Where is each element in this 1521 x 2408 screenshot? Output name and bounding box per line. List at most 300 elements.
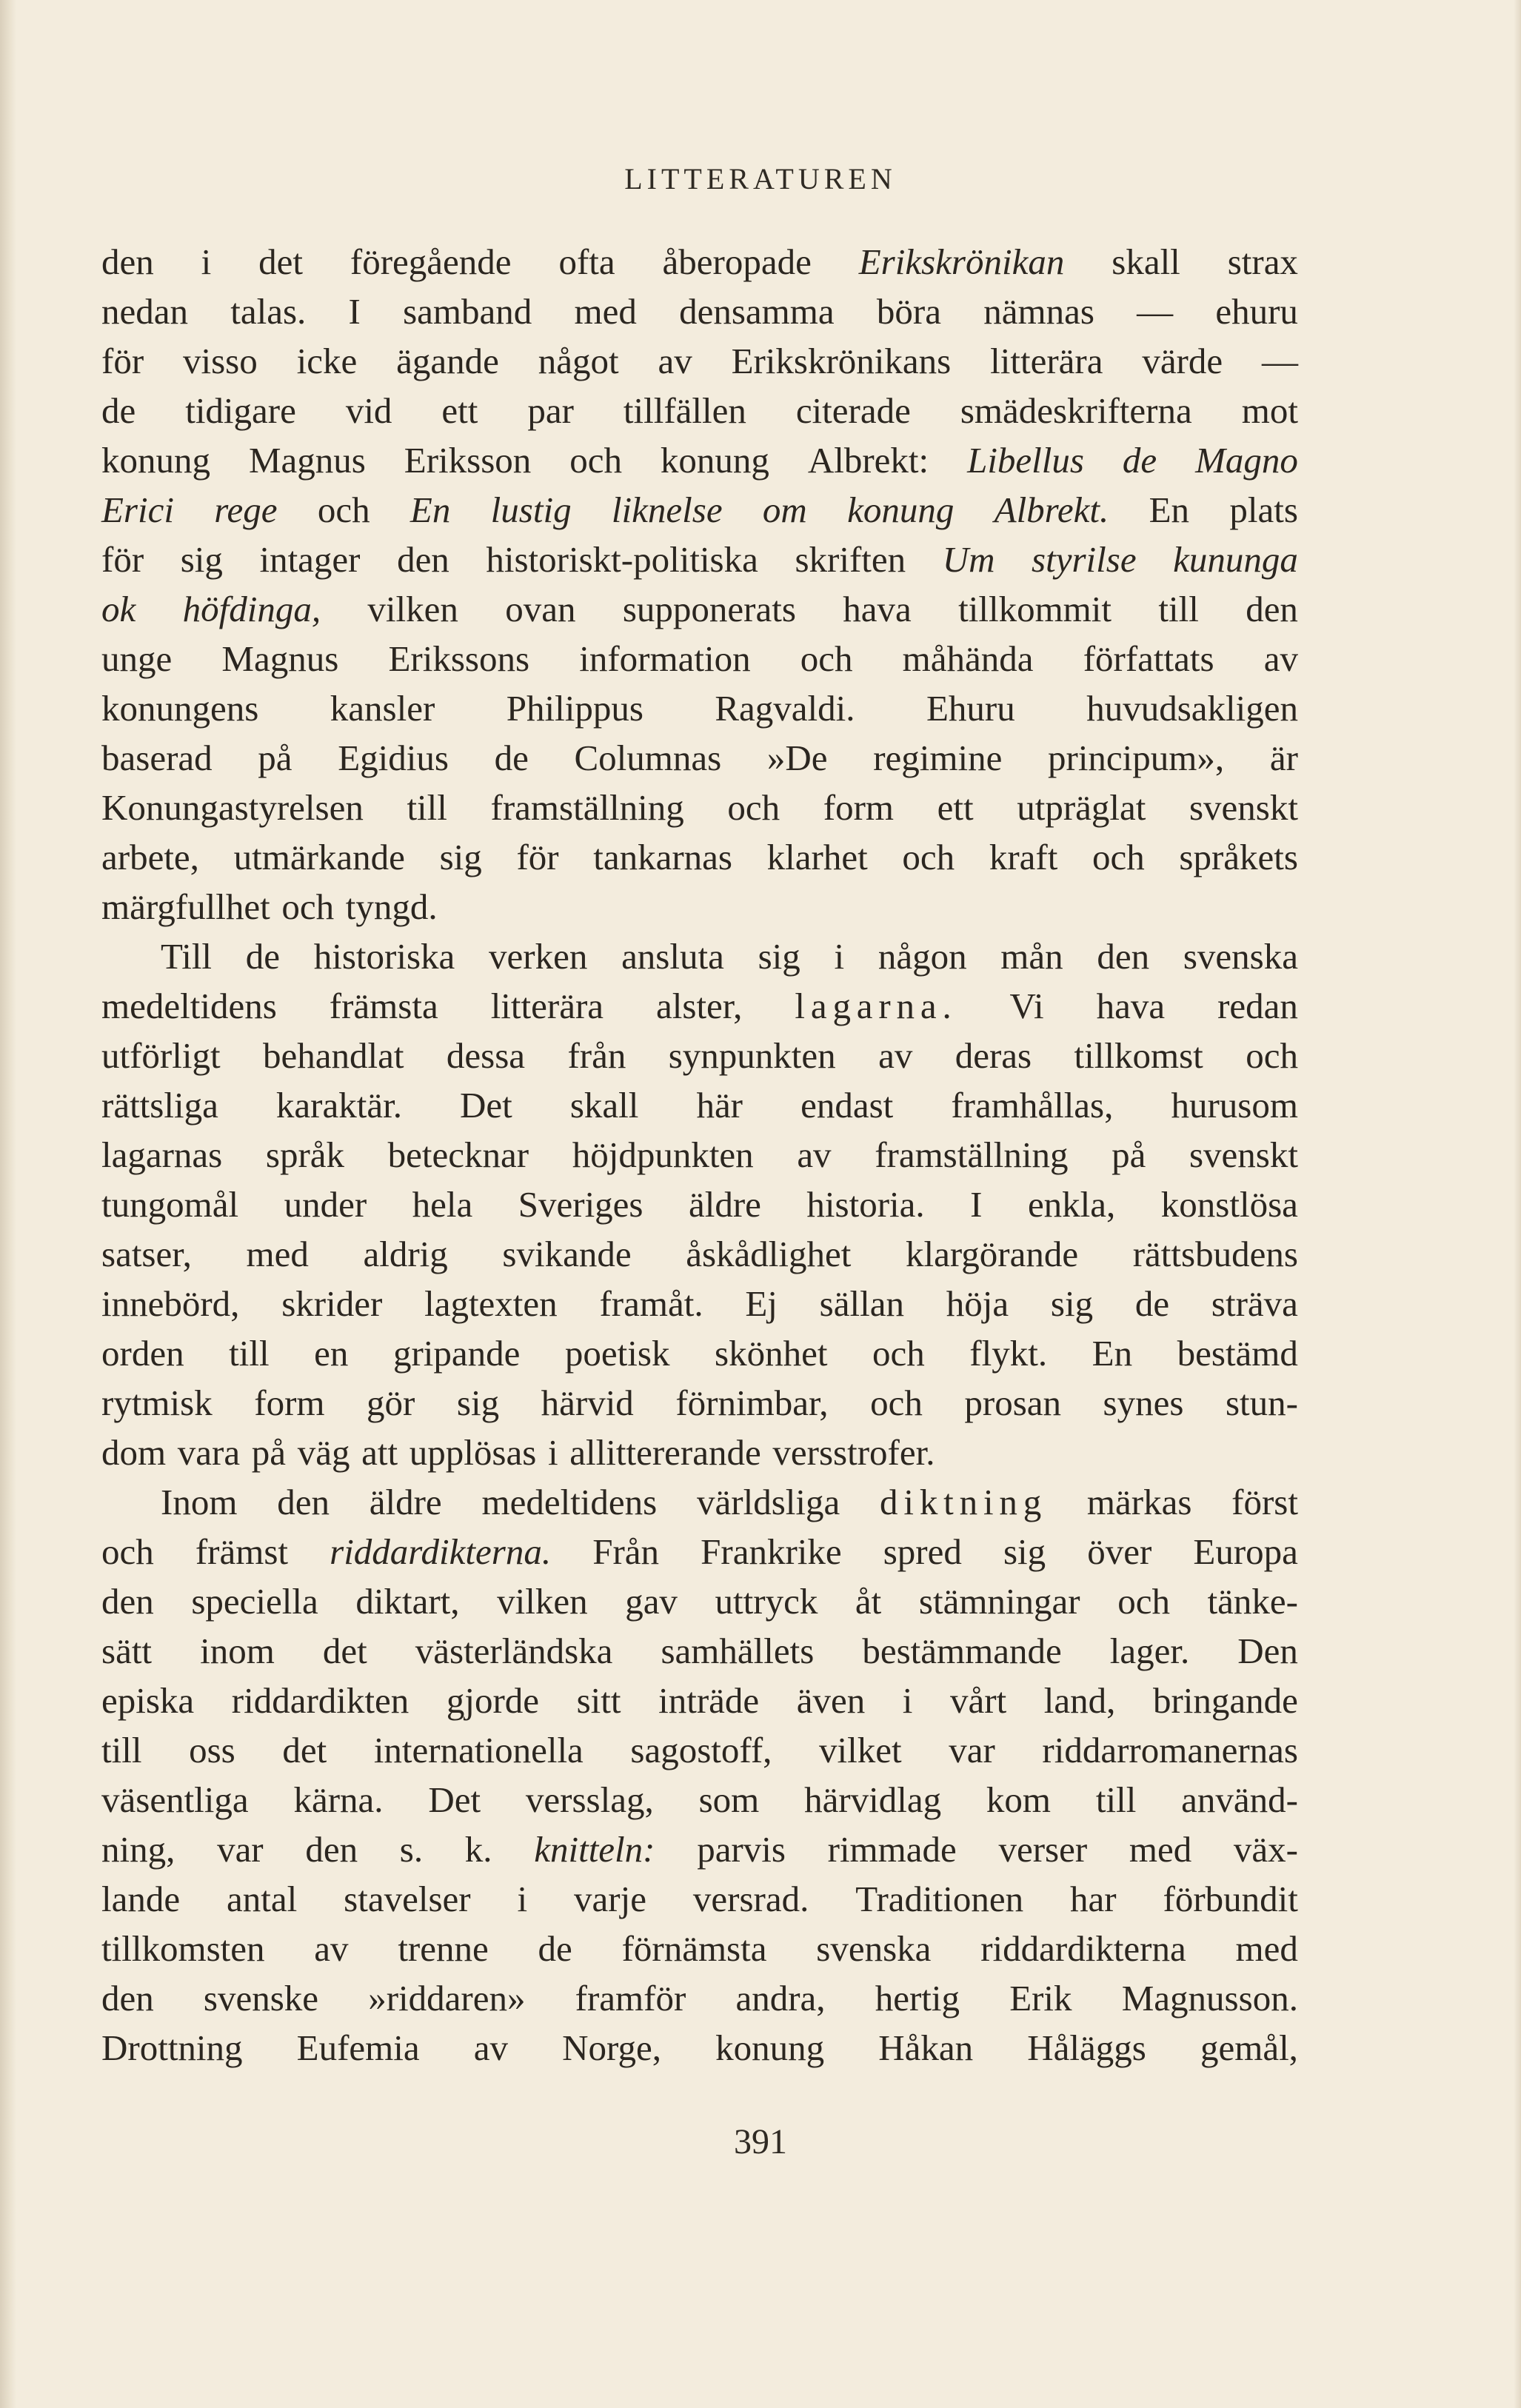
word: — [1137,291,1174,332]
word: skall [1112,241,1180,282]
word: böra [876,291,941,332]
word: åskådlighet [686,1234,852,1274]
word: riddardikten [231,1680,410,1721]
word: svenske [203,1978,319,2019]
word: deras [955,1035,1032,1076]
word: karaktär. [275,1085,402,1126]
word: och [870,1382,923,1423]
text-line [101,1328,1298,1378]
word: av [473,2027,509,2068]
text-line [101,1279,1298,1328]
word: gripande [392,1333,521,1374]
word: synes [1103,1382,1184,1423]
word: förnämsta [621,1928,767,1969]
text-line [101,683,1298,733]
word: hurusom [1171,1085,1298,1126]
text-line [101,1973,1298,2023]
running-header: LITTERATUREN [624,162,897,195]
text-line [101,1825,1298,1874]
text-line [101,1874,1298,1924]
word: ovan [505,589,576,629]
word: betecknar [387,1134,529,1175]
word: flykt. [969,1333,1048,1374]
word: »De [766,738,828,778]
italic-word: ok [101,589,136,629]
word: den [101,1978,154,2019]
word: plats [1229,489,1298,530]
word: diktart, [355,1581,460,1622]
word: ehuru [1215,291,1298,332]
word: åberopade [662,241,812,282]
word: mot [1241,390,1298,431]
italic-word: om [762,489,807,530]
italic-word: Erikskrönikan [858,241,1065,282]
text-line [101,435,1298,485]
text-line [101,584,1298,634]
word: ett [441,390,478,431]
word: Magnus [248,440,366,481]
word: principum», [1048,738,1225,778]
word: gemål, [1200,2027,1298,2068]
word: prosan [964,1382,1062,1423]
word: i [902,1680,913,1721]
text-line [101,783,1298,832]
word: synpunkten [668,1035,836,1076]
word: språkets [1179,837,1298,877]
word: Norge, [562,2027,661,2068]
word: väsentliga [101,1779,249,1820]
word: verken [489,936,588,977]
word: konungens [101,688,259,729]
word: på [1112,1134,1146,1175]
word: historia. [806,1184,925,1225]
word: förnimbar, [675,1382,829,1423]
word: andra, [735,1978,826,2019]
word: använd- [1181,1779,1298,1820]
word: märkas [1086,1482,1192,1522]
word: citerade [795,390,911,431]
word: tillfällen [623,390,746,431]
text-line [101,1477,1298,1527]
word: svenskt [1189,787,1298,828]
word: historiska [313,936,455,977]
word: och [569,440,622,481]
word: hertig [875,1978,960,2019]
word: i [547,1432,558,1473]
text-line [101,237,1298,287]
word: den [277,1482,330,1522]
word: de [101,390,136,431]
word: rättsliga [101,1085,218,1126]
word: episka [101,1680,195,1721]
word: samhällets [661,1631,815,1671]
word: för [516,837,559,877]
word: i [517,1879,528,1919]
word: på [251,1432,287,1473]
word: hava [843,589,912,629]
word: klargörande [906,1234,1079,1274]
word: tänke- [1207,1581,1298,1622]
word: svenska [816,1928,932,1969]
word: Magnusson. [1121,1978,1298,2019]
word: värde [1142,341,1223,381]
word: hava [1096,986,1166,1026]
word: och [727,787,780,828]
word: sig [456,1382,500,1423]
italic-word: Um [942,539,995,580]
word: speciella [191,1581,318,1622]
word: med [1235,1928,1298,1969]
word: föregående [350,241,512,282]
word: världsliga [697,1482,840,1522]
word: verser [998,1829,1088,1870]
text-line [101,2023,1298,2073]
word: Eriksson [404,440,532,481]
word: av [658,341,692,381]
word: mån [1000,936,1063,977]
word: icke [296,341,358,381]
italic-word: Libellus [967,440,1084,481]
word: internationella [373,1730,584,1770]
word: och [872,1333,925,1374]
italic-word: konung [847,489,955,530]
word: supponerats [622,589,796,629]
word: utpräglat [1017,787,1146,828]
word: Sveriges [518,1184,644,1225]
word: framför [575,1978,686,2019]
word: orden [101,1333,184,1374]
word: från [567,1035,626,1076]
word: Ej [745,1283,778,1324]
word: inträde [658,1680,760,1721]
text-line [101,634,1298,683]
word: förbundit [1163,1879,1298,1919]
text-line [101,287,1298,336]
word: sig [1050,1283,1094,1324]
word: Ragvaldi. [715,688,855,729]
italic-word: Erici [101,489,174,530]
word: språk [265,1134,345,1175]
word: hela [412,1184,473,1225]
word: att [361,1432,398,1473]
word: ägande [396,341,499,381]
word: rimmade [827,1829,957,1870]
word: konung [660,440,769,481]
word: Vi [1009,986,1044,1026]
word: framställning [875,1134,1069,1175]
word: gör [367,1382,415,1423]
page-edge-shadow [1514,0,1521,2408]
body-text [101,237,1298,2073]
word: tidigare [185,390,296,431]
word: satser, [101,1234,192,1274]
word: — [1262,341,1298,381]
word: höja [946,1283,1009,1324]
word: den [101,241,154,282]
text-line [101,386,1298,435]
word: versrad. [692,1879,809,1919]
word: de [1134,1283,1170,1324]
word: huvudsakligen [1086,688,1298,729]
word: kom [986,1779,1052,1820]
word: Den [1237,1631,1298,1671]
word: riddardikterna [980,1928,1186,1969]
word: versstrofer. [772,1432,935,1473]
spaced-word: diktning [880,1482,1048,1522]
word: ansluta [621,936,724,977]
word: de [494,738,529,778]
word: härvidlag [804,1779,942,1820]
word: i [201,241,212,282]
text-line [101,1080,1298,1130]
word: form [823,787,895,828]
word: av [314,1928,349,1969]
word: äldre [369,1482,442,1522]
word: densamma [679,291,835,332]
word: en [314,1333,349,1374]
word: tungomål [101,1184,239,1225]
word: det [258,241,304,282]
word: tillkomsten [101,1928,265,1969]
word: ett [937,787,974,828]
word: Magnus [221,638,339,679]
word: framställning [490,787,684,828]
word: sträva [1211,1283,1298,1324]
word: Konungastyrelsen [101,787,364,828]
word: framåt. [599,1283,703,1324]
word: sällan [819,1283,904,1324]
word: Det [460,1085,512,1126]
word: litterära [990,341,1103,381]
word: sig [1003,1531,1046,1572]
word: skriften [795,539,906,580]
word: sig [439,837,482,877]
word: först [1231,1482,1298,1522]
word: strax [1227,241,1298,282]
word: rytmisk [101,1382,213,1423]
page-gutter-shadow [0,0,16,2408]
word: aldrig [363,1234,448,1274]
italic-word: Magno [1195,440,1298,481]
word: versslag, [525,1779,654,1820]
word: svikande [502,1234,632,1274]
word: av [878,1035,913,1076]
spaced-word: lagarna. [795,986,957,1026]
word: här [696,1085,743,1126]
word: kärna. [293,1779,384,1820]
word: vid [345,390,392,431]
word: Från [592,1531,660,1572]
word: främsta [329,986,438,1026]
word: Europa [1193,1531,1298,1572]
word: nedan [101,291,188,332]
word: konstlösa [1160,1184,1298,1225]
italic-word: de [1122,440,1157,481]
text-line [101,1229,1298,1279]
word: allittererande [569,1432,761,1473]
word: var [949,1730,995,1770]
word: behandlat [263,1035,404,1076]
word: svenska [1183,936,1298,977]
word: vilket [819,1730,902,1770]
italic-word: liknelse [611,489,723,530]
word: ning, [101,1829,176,1870]
word: den [1097,936,1150,977]
italic-word: kununga [1173,539,1298,580]
word: skrider [281,1283,383,1324]
word: och [317,489,370,530]
word: till [1095,1779,1137,1820]
word: den [101,1581,154,1622]
word: En [1149,489,1190,530]
word: historiskt-politiska [486,539,758,580]
word: och [101,1531,154,1572]
word: och [902,837,955,877]
word: gjorde [446,1680,540,1721]
word: vilken [497,1581,588,1622]
word: svenskt [1189,1134,1298,1175]
word: författats [1083,638,1214,679]
word: endast [800,1085,894,1126]
word: spred [883,1531,962,1572]
word: till [229,1333,270,1374]
word: inom [200,1631,275,1671]
word: Frankrike [701,1531,842,1572]
word: även [796,1680,866,1721]
word: Inom [161,1482,238,1522]
word: väx- [1233,1829,1298,1870]
word: stämningar [918,1581,1080,1622]
page-number: 391 [734,2122,787,2161]
text-line [101,1576,1298,1626]
word: västerländska [415,1631,613,1671]
word: var [217,1829,264,1870]
italic-word: riddardikterna. [330,1531,552,1572]
word: dessa [446,1035,526,1076]
word: ofta [558,241,615,282]
word: Traditionen [855,1879,1024,1919]
word: talas. [230,291,307,332]
text-line [101,882,1298,932]
word: I [348,291,361,332]
word: för [101,341,144,381]
text-line [101,1924,1298,1973]
word: innebörd, [101,1283,240,1324]
word: rättsbudens [1132,1234,1298,1274]
word: märgfullhet [101,886,270,927]
word: och [1092,837,1145,877]
word: redan [1217,986,1298,1026]
text-line [101,932,1298,981]
word: tyngd. [345,886,438,927]
word: Albrekt: [807,440,929,481]
text-line [101,981,1298,1031]
word: poetisk [564,1333,670,1374]
word: utförligt [101,1035,221,1076]
word: skönhet [715,1333,828,1374]
word: s. [399,1829,424,1870]
word: sig [758,936,800,977]
word: den [1246,589,1298,629]
word: uttryck [715,1581,818,1622]
word: I [970,1184,983,1225]
word: det [282,1730,327,1770]
word: sagostoff, [630,1730,772,1770]
word: lager. [1109,1631,1190,1671]
word: bestämmande [862,1631,1062,1671]
word: bringande [1152,1680,1298,1721]
word: baserad [101,738,213,778]
text-line [101,1130,1298,1180]
word: lagtexten [424,1283,558,1324]
word: härvid [541,1382,634,1423]
word: äldre [688,1184,761,1225]
word: bestämd [1177,1333,1298,1374]
word: av [1263,638,1298,679]
italic-word: styrilse [1032,539,1137,580]
word: med [574,291,637,332]
word: Erikskrönikans [731,341,952,381]
word: visso [183,341,258,381]
text-line [101,535,1298,584]
word: väg [297,1432,350,1473]
word: medeltidens [101,986,277,1026]
word: den [305,1829,358,1870]
word: skall [569,1085,639,1126]
word: kansler [330,688,435,729]
word: på [258,738,292,778]
word: enkla, [1027,1184,1116,1225]
text-line [101,733,1298,783]
word: någon [877,936,967,977]
word: Ehuru [926,688,1015,729]
word: Erikssons [388,638,530,679]
word: är [1269,738,1298,778]
word: Håkan [878,2027,974,2068]
word: litterära [490,986,604,1026]
word: tankarnas [593,837,732,877]
word: upplösas [409,1432,537,1473]
word: samband [403,291,532,332]
word: Det [428,1779,481,1820]
word: det [322,1631,367,1671]
text-line [101,1428,1298,1477]
word: vilken [367,589,458,629]
word: höjdpunkten [572,1134,754,1175]
italic-word: lustig [490,489,572,530]
word: tillkommit [958,589,1112,629]
word: Columnas [574,738,722,778]
word: åt [855,1581,882,1622]
word: lagarnas [101,1134,223,1175]
word: till [1158,589,1199,629]
word: den [397,539,449,580]
italic-word: höfdinga, [182,589,321,629]
word: parvis [697,1829,786,1870]
word: över [1087,1531,1152,1572]
text-line [101,1180,1298,1229]
word: smädeskrifterna [960,390,1192,431]
word: som [698,1779,760,1820]
word: k. [464,1829,492,1870]
text-line [101,832,1298,882]
word: främst [195,1531,289,1572]
word: under [284,1184,367,1225]
word: land, [1043,1680,1116,1721]
word: konung [101,440,210,481]
word: och [1117,1581,1170,1622]
italic-word: rege [214,489,278,530]
